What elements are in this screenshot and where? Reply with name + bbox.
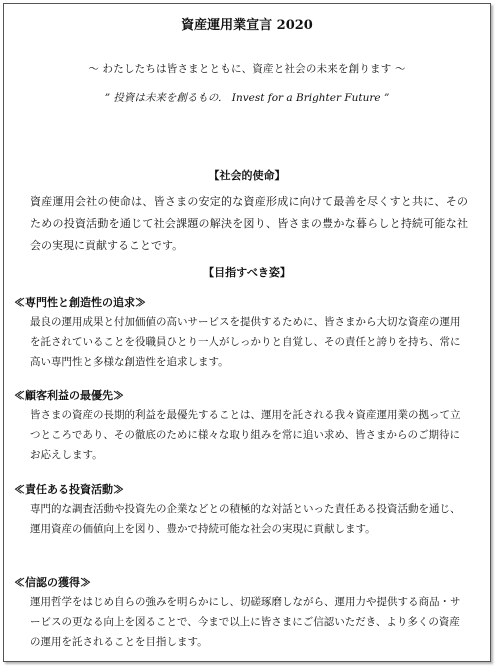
goal-item-text: 専門的な調査活動や投資先の企業などとの積極的な対話といった責任ある投資活動を通じ、運用資産の価値向上を図り、豊かで持続可能な社会の実現に貢献します。: [30, 503, 461, 535]
goal-item-title: ≪責任ある投資活動≫: [14, 483, 124, 496]
document-subtitle: ～ わたしたちは皆さまとともに、資産と社会の未来を創ります ～: [88, 63, 406, 75]
mission-text: 資産運用会社の使命は、皆さまの安定的な資産形成に向けて最善を尽くすと共に、そのための投資活動を通じて社会課題の解決を図り、皆さまの豊かな暮らしと持続可能な社会の実現に貢献することです。: [30, 195, 468, 252]
goal-item-title: ≪専門性と創造性の追求≫: [14, 296, 146, 309]
document-motto: ” 投資は未来を創るもの． Invest for a Brighter Future ”: [104, 92, 390, 104]
goals-heading: 【目指すべき姿】: [203, 266, 291, 279]
mission-heading: 【社会的使命】: [208, 169, 286, 182]
goal-item-title: ≪顧客利益の最優先≫: [14, 389, 124, 402]
goal-item-text: 運用哲学をはじめ自らの強みを明らかにし、切磋琢磨しながら、運用力や提供する商品・サービスの更なる向上を図ることで、今まで以上に皆さまにご信認いただき、より多くの資産の運用を託されることを目指します。: [30, 596, 461, 648]
document-page: [3, 3, 491, 662]
document-title: 資産運用業宣言 2020: [181, 18, 313, 33]
goal-item-text: 皆さまの資産の長期的利益を最優先することは、運用を託される我々資産運用業の拠って立つところであり、その徹底のために様々な取り組みを常に追い求め、皆さまからのご期待にお応えします。: [30, 409, 461, 461]
goal-item-text: 最良の運用成果と付加価値の高いサービスを提供するために、皆さまから大切な資産の運用を託されていることを役職員ひとり一人がしっかりと自覚し、その責任と誇りを持ち、常に高い専門性と多様な創造性を追求します。: [30, 316, 461, 368]
goal-item-title: ≪信認の獲得≫: [14, 576, 91, 589]
